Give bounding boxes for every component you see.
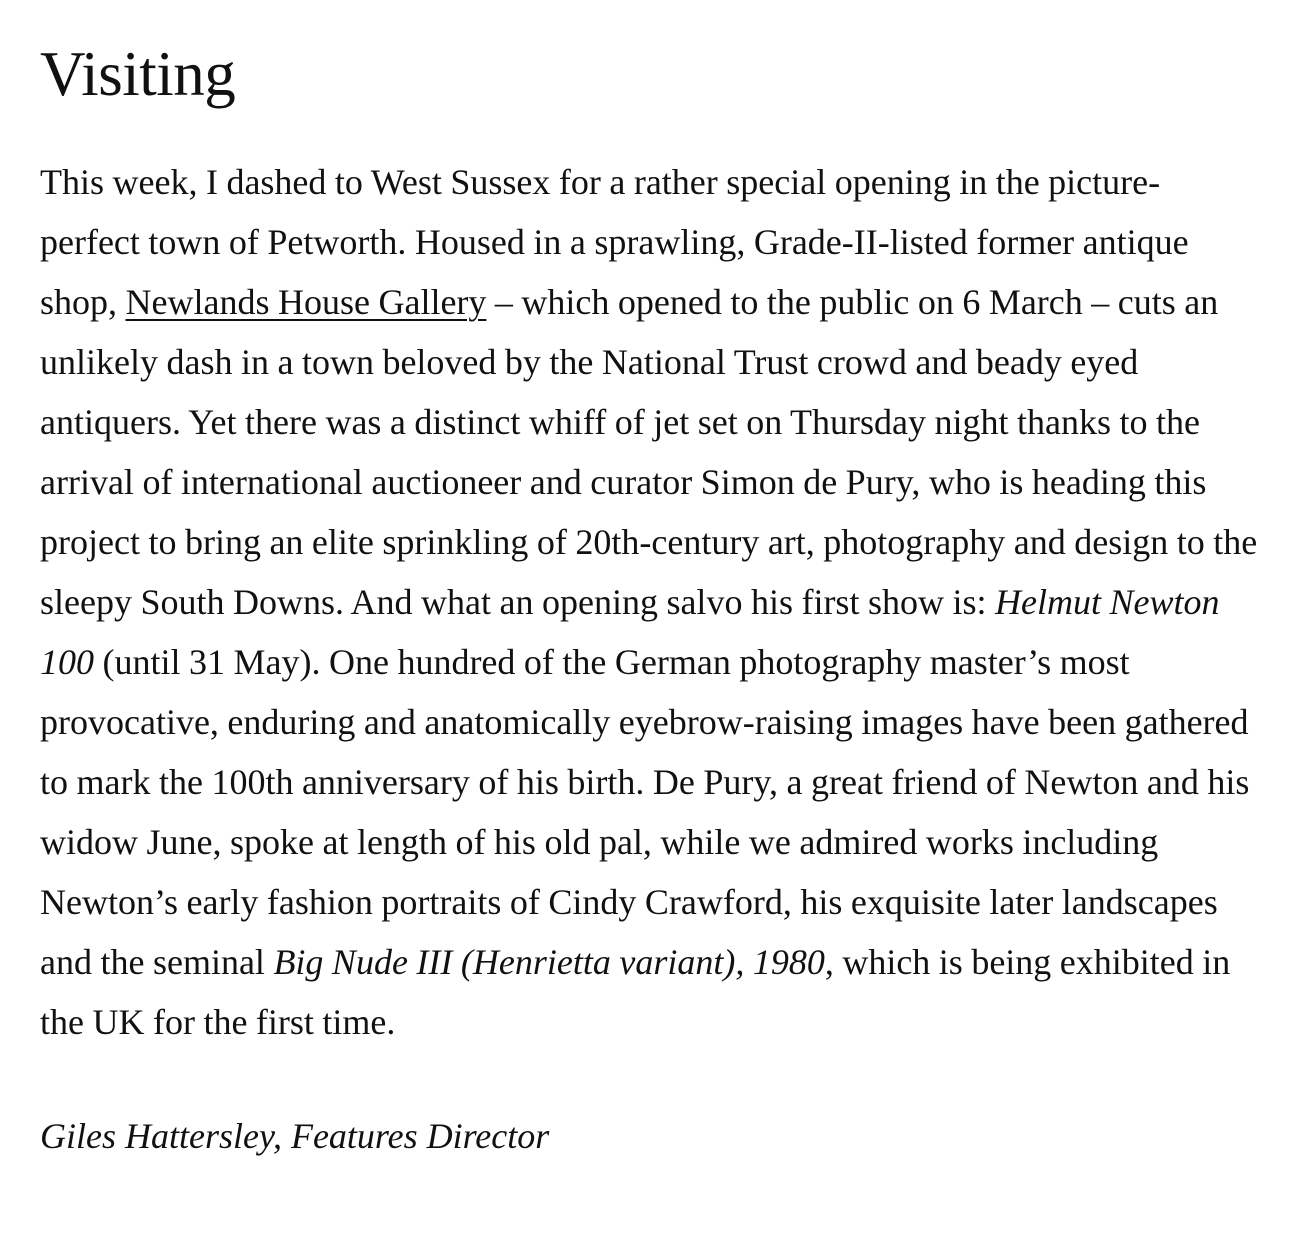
author-byline: Giles Hattersley, Features Director: [40, 1116, 550, 1156]
exhibition-title: Helmut Newton 100: [40, 582, 1220, 682]
gallery-link[interactable]: Newlands House Gallery: [125, 282, 487, 322]
paragraph-text-1: This week, I dashed to West Sussex for a rather special opening in the picture-perfect town of Petworth. Housed in a sprawling, Grade-II-listed former antique shop,: [40, 162, 1189, 322]
paragraph-text-3: (until 31 May). One hundred of the German photography master’s most provocative, enduring and anatomically eyebrow-raising images have been gathered to mark the 100th anniversary of his birth. De Pury, a great friend of Newton and his widow June, spoke at length of his old pal, while we admired works including Newton’s early fashion portraits of Cindy Crawford, his exquisite later landscapes and the seminal: [40, 642, 1250, 982]
paragraph-text-4: , which is being exhibited in the UK for the first time.: [40, 942, 1231, 1042]
paragraph-text-2: – which opened to the public on 6 March – cuts an unlikely dash in a town beloved by the National Trust crowd and beady eyed antiquers. Yet there was a distinct whiff of jet set on Thursday night thanks to the arrival of international auctioneer and curator Simon de Pury, who is heading this project to bring an elite sprinkling of 20th-century art, photography and design to the sleepy South Downs. And what an opening salvo his first show is:: [40, 282, 1258, 622]
article-paragraph: [40, 152, 1260, 1052]
section-heading: Visiting: [40, 39, 236, 109]
artwork-title: Big Nude III (Henrietta variant), 1980: [273, 942, 825, 982]
